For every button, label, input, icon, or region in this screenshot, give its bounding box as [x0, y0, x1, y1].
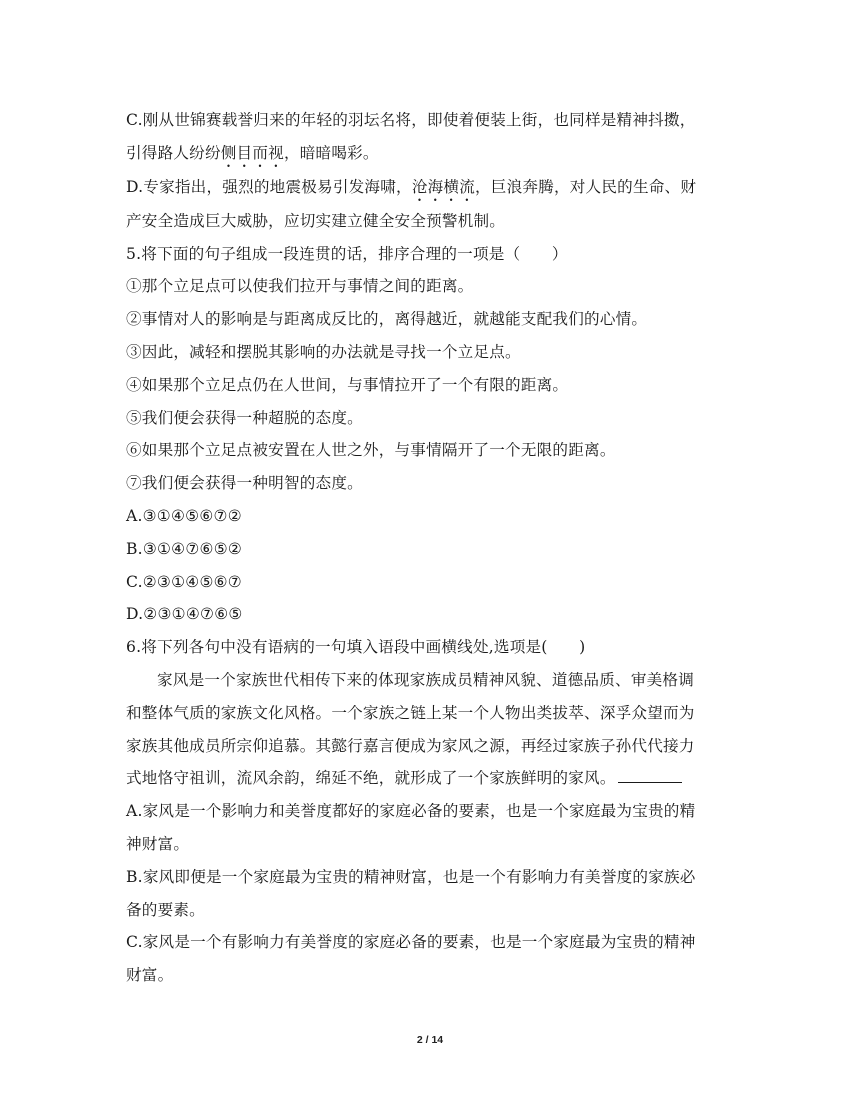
q5-sentence-5: ⑤我们便会获得一种超脱的态度。: [126, 408, 363, 427]
q4-option-d-line2: 产安全造成巨大威胁，应切实建立健全安全预警机制。: [126, 211, 506, 230]
q5-sentence-2: ②事情对人的影响是与距离成反比的，离得越近，就越能支配我们的心情。: [126, 310, 648, 329]
q4-option-c-line2-post: ，暗暗喝彩。: [283, 143, 379, 162]
q6-option-a-line1: A.家风是一个影响力和美誉度都好的家庭必备的要素，也是一个家庭最为宝贵的精: [126, 802, 696, 821]
q6-stem: 6.将下列各句中没有语病的一句填入语段中画横线处,选项是( ): [126, 638, 586, 657]
q5-sentence-1: ①那个立足点可以使我们拉开与事情之间的距离。: [126, 277, 474, 296]
q4-option-d-line1-pre: D.专家指出，强烈的地震极易引发海啸，: [126, 177, 412, 196]
q5-option-a: A.③①④⑤⑥⑦②: [126, 506, 242, 525]
q5-sentence-7: ⑦我们便会获得一种明智的态度。: [126, 474, 363, 493]
page-number: 2 / 14: [416, 1034, 444, 1046]
q5-stem: 5.将下面的句子组成一段连贯的话，排序合理的一项是（ ）: [126, 244, 568, 263]
answer-blank: [618, 768, 682, 783]
q6-option-a-line2: 神财富。: [126, 834, 190, 853]
q5-sentence-6: ⑥如果那个立足点被安置在人世之外，与事情隔开了一个无限的距离。: [126, 441, 616, 460]
q4-option-d-line1-post: ，巨浪奔腾，对人民的生命、财: [475, 177, 697, 196]
q5-option-b: B.③①④⑦⑥⑤②: [126, 539, 243, 558]
q4-option-c-line2-pre: 引得路人纷纷: [126, 143, 221, 162]
q4-option-d-line1: [126, 171, 738, 205]
q6-option-c-line1: C.家风是一个有影响力有美誉度的家庭必备的要素，也是一个家庭最为宝贵的精神: [126, 933, 696, 952]
q6-passage-line4-text: 式地恪守祖训，流风余韵，绵延不绝，就形成了一个家族鲜明的家风。: [126, 769, 616, 788]
q6-option-b-line1: B.家风即便是一个家庭最为宝贵的精神财富，也是一个有影响力有美誉度的家族必: [126, 867, 696, 886]
q6-passage-line2: 和整体气质的家族文化风格。一个家族之链上某一个人物出类拔萃、深孚众望而为: [126, 703, 695, 722]
q4-option-c-line1: C.刚从世锦赛载誉归来的年轻的羽坛名将，即使着便装上街，也同样是精神抖擞，: [126, 111, 696, 129]
document-body: [126, 104, 738, 992]
q6-passage-line1: 家风是一个家族世代相传下来的体现家族成员精神风貌、道德品质、审美格调: [157, 670, 694, 689]
q4-option-c-emphasis: 侧目而视: [220, 143, 284, 162]
q5-sentence-3: ③因此，减轻和摆脱其影响的办法就是寻找一个立足点。: [126, 342, 521, 361]
q5-sentence-4: ④如果那个立足点仍在人世间，与事情拉开了一个有限的距离。: [126, 375, 569, 394]
q6-option-b-line2: 备的要素。: [126, 900, 205, 919]
q4-option-c-line2: [126, 137, 738, 171]
q6-passage-line4: [126, 762, 738, 795]
q5-option-d: D.②③①④⑦⑥⑤: [126, 605, 243, 624]
q4-option-d-emphasis: 沧海横流: [411, 177, 475, 196]
q6-passage-line3: 家族其他成员所宗仰追慕。其懿行嘉言便成为家风之源，再经过家族子孙代代接力: [126, 736, 695, 755]
q6-option-c-line2: 财富。: [126, 966, 174, 985]
q5-option-c: C.②③①④⑤⑥⑦: [126, 572, 242, 591]
